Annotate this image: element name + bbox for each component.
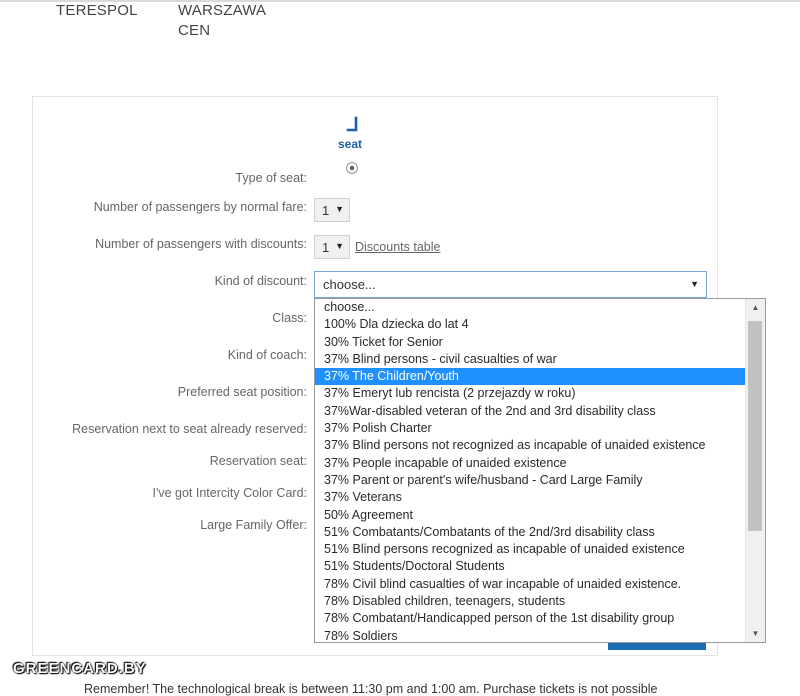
discount-option[interactable]: 37% Blind persons - civil casualties of war [324, 351, 557, 366]
discount-option[interactable]: 37% Blind persons not recognized as incapable of unaided existence [324, 438, 706, 453]
reservation-next-label: Reservation next to seat already reserved: [72, 422, 307, 436]
discounts-table-link[interactable]: Discounts table [355, 240, 441, 254]
discount-options [315, 299, 746, 643]
discount-option[interactable]: 30% Ticket for Senior [324, 334, 443, 349]
discount-option[interactable]: 37% Parent or parent's wife/husband - Card Large Family [324, 472, 643, 487]
discount-option[interactable]: 37% Polish Charter [324, 421, 432, 436]
discount-option[interactable]: choose... [324, 300, 375, 314]
kind-of-coach-label: Kind of coach: [227, 348, 307, 362]
discount-dropdown-list[interactable] [314, 298, 766, 643]
chevron-down-icon: ▼ [335, 241, 344, 251]
seat-type-radio[interactable] [346, 162, 358, 174]
intercity-card-label: I've got Intercity Color Card: [152, 486, 307, 500]
arrival-station-line2: CEN [178, 22, 211, 39]
normal-fare-select[interactable] [314, 198, 350, 222]
scroll-down-icon[interactable]: ▼ [751, 629, 760, 638]
watermark: GREENCARD.BY [13, 660, 147, 677]
discount-option[interactable]: 37% People incapable of unaided existence [324, 455, 567, 470]
departure-station: TERESPOL [56, 2, 138, 19]
scroll-up-icon[interactable]: ▲ [751, 303, 760, 312]
chevron-down-icon: ▼ [690, 279, 699, 289]
kind-of-discount-label: Kind of discount: [214, 274, 307, 288]
discount-option[interactable]: 50% Agreement [324, 507, 413, 522]
scrollbar-thumb[interactable] [748, 321, 762, 531]
footer-note: Remember! The technological break is between 11:30 pm and 1:00 am. Purchase tickets is not possible [84, 682, 658, 696]
discount-passengers-select[interactable] [314, 235, 350, 259]
continue-button[interactable] [608, 642, 706, 650]
discount-option[interactable]: 37% The Children/Youth [315, 368, 746, 385]
dropdown-scrollbar[interactable] [745, 299, 765, 642]
discount-option[interactable]: 78% Combatant/Handicapped person of the 1st disability group [324, 611, 675, 626]
discount-passengers-label: Number of passengers with discounts: [95, 237, 307, 251]
reservation-seat-label: Reservation seat: [209, 454, 307, 468]
discount-passengers-value: 1 [322, 240, 330, 255]
large-family-label: Large Family Offer: [200, 518, 307, 532]
type-of-seat-label: Type of seat: [235, 171, 307, 185]
class-label: Class: [272, 311, 307, 325]
discount-option[interactable]: 78% Civil blind casualties of war incapable of unaided existence. [324, 576, 682, 591]
normal-fare-value: 1 [322, 203, 330, 218]
seat-type-label: seat [338, 137, 363, 151]
arrival-station-line1: WARSZAWA [178, 2, 267, 19]
discount-option[interactable]: 78% Disabled children, teenagers, students [324, 594, 566, 609]
discount-option[interactable]: 37% Emeryt lub rencista (2 przejazdy w roku) [324, 386, 576, 401]
discount-option[interactable]: 51% Students/Doctoral Students [324, 559, 505, 574]
discount-option[interactable]: 37%War-disabled veteran of the 2nd and 3rd disability class [324, 403, 656, 418]
discount-option[interactable]: 78% Soldiers [324, 628, 398, 643]
discount-option[interactable]: 100% Dla dziecka do lat 4 [324, 317, 469, 332]
chevron-down-icon: ▼ [335, 204, 344, 214]
kind-of-discount-value: choose... [323, 277, 376, 292]
kind-of-discount-select[interactable] [314, 271, 707, 298]
discount-option[interactable]: 37% Veterans [324, 490, 402, 505]
seat-icon [343, 116, 363, 134]
discount-option[interactable]: 51% Combatants/Combatants of the 2nd/3rd disability class [324, 524, 655, 539]
normal-fare-label: Number of passengers by normal fare: [93, 200, 307, 214]
discount-option[interactable]: 51% Blind persons recognized as incapable of unaided existence [324, 542, 685, 557]
preferred-seat-label: Preferred seat position: [177, 385, 307, 399]
